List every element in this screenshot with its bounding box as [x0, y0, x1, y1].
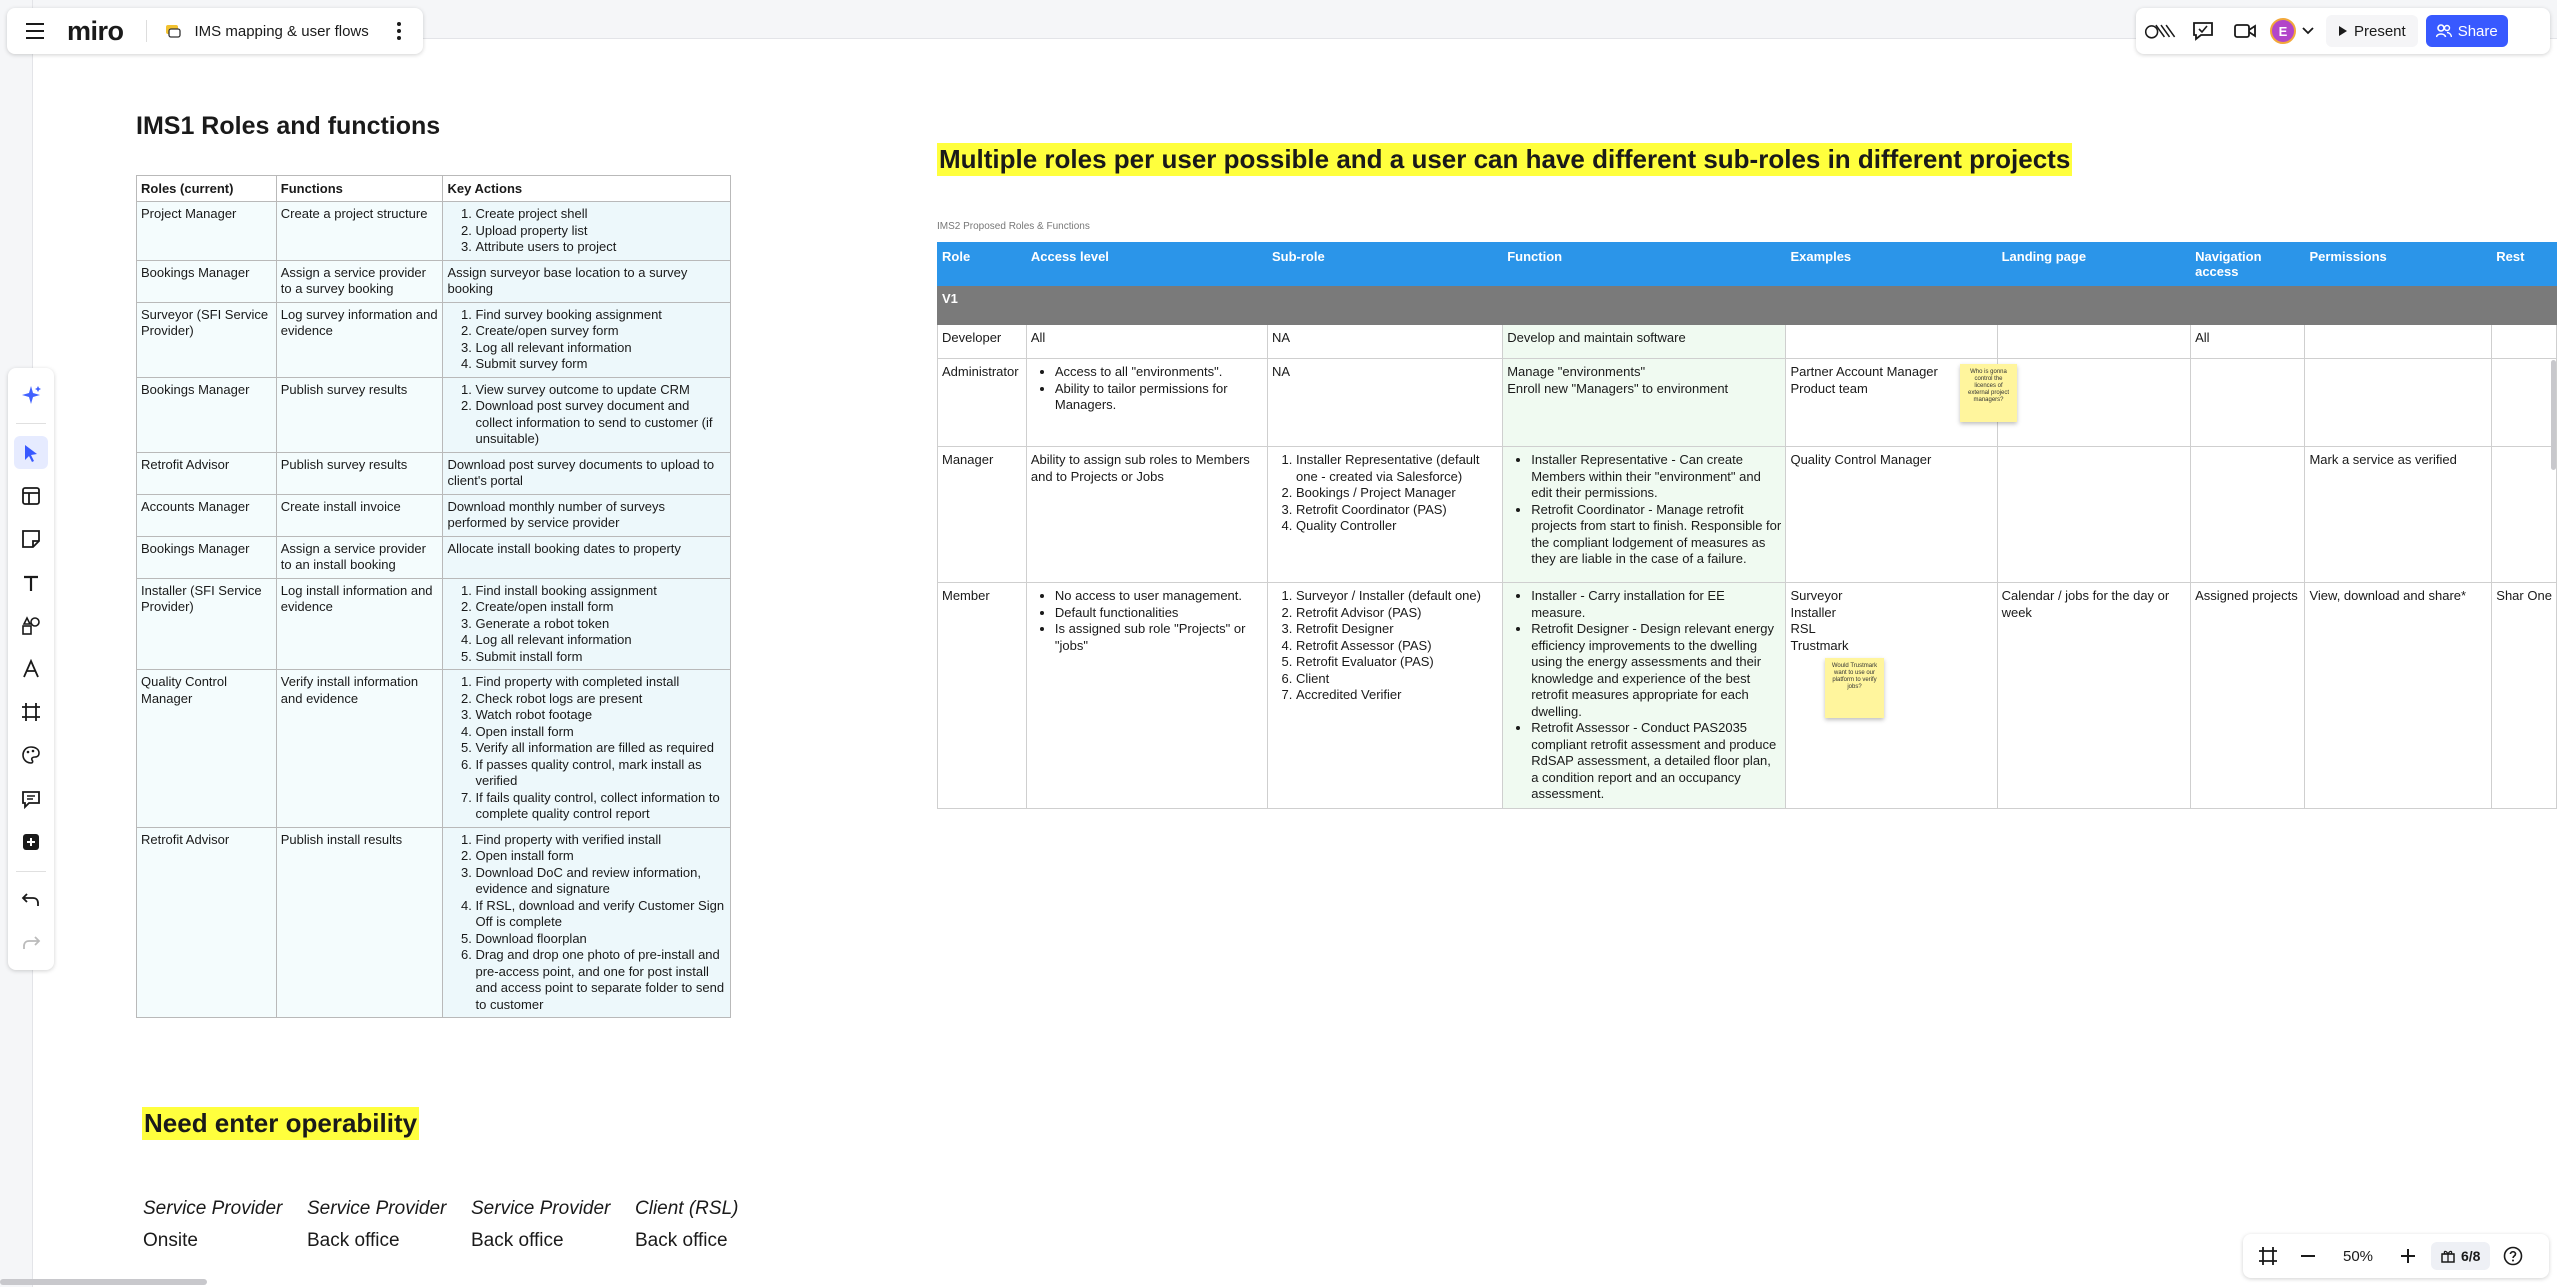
bullet-list	[1507, 452, 1781, 568]
table-row[interactable]	[137, 302, 731, 377]
cell-text: Quality Control Manager	[1790, 452, 1932, 467]
list-item: 2. Bookings / Project Manager	[1296, 485, 1498, 502]
function-cell: Publish survey results	[276, 452, 443, 494]
divider	[16, 423, 46, 424]
role-cell: Project Manager	[137, 202, 277, 261]
rest-cell	[2492, 359, 2557, 447]
ims1-table[interactable]	[136, 175, 731, 1018]
rest-cell	[2492, 325, 2557, 359]
examples-cell	[1786, 325, 1997, 359]
list-item: 7. Accredited Verifier	[1296, 687, 1498, 704]
column-header: Key Actions	[443, 176, 731, 202]
function-cell	[1503, 447, 1786, 583]
list-item: 3. Watch robot footage	[475, 707, 726, 724]
pen-icon[interactable]	[14, 652, 48, 685]
list-item: 1. View survey outcome to update CRM	[475, 382, 726, 399]
role-cell: Developer	[938, 325, 1027, 359]
numbered-list	[447, 583, 726, 666]
ims2-section-row	[938, 286, 2557, 325]
role-cell: Installer (SFI Service Provider)	[137, 578, 277, 670]
cell-text: Trustmark	[1790, 637, 1849, 653]
table-row[interactable]	[137, 536, 731, 578]
comments-icon[interactable]	[2186, 14, 2220, 48]
cell-text: Enroll new "Managers" to environment	[1507, 380, 1729, 396]
ims1-table-header	[137, 176, 731, 202]
list-item: 4. Quality Controller	[1296, 518, 1498, 535]
table-row[interactable]	[137, 452, 731, 494]
list-item: 7. If fails quality control, collect information to complete quality control report	[475, 790, 726, 823]
pages-count: 6/8	[2461, 1248, 2481, 1264]
cell-text: Allocate install booking dates to property	[447, 540, 681, 556]
actor-label: Client (RSL)	[635, 1198, 739, 1219]
present-label: Present	[2354, 22, 2406, 40]
list-item: 1. Find survey booking assignment	[475, 307, 726, 324]
board-header	[7, 8, 423, 54]
cell-text: Installer	[1790, 604, 1836, 620]
list-item: 4. Retrofit Assessor (PAS)	[1296, 638, 1498, 655]
list-item: 3. Attribute users to project	[475, 239, 726, 256]
main-menu-icon[interactable]	[21, 17, 49, 45]
table-row[interactable]	[938, 325, 2557, 359]
cell-text: Download post survey documents to upload to client's portal	[447, 456, 715, 488]
list-item: 4. Log all relevant information	[475, 632, 726, 649]
section-label: V1	[938, 286, 1027, 325]
zoom-toolbar	[2243, 1234, 2549, 1278]
list-item: • Is assigned sub role "Projects" or "jobs"	[1055, 621, 1263, 654]
ims2-table-header	[938, 243, 2557, 286]
actor-label: Service Provider	[471, 1198, 611, 1219]
fit-to-screen-icon[interactable]	[2251, 1239, 2285, 1273]
operability-column	[143, 1198, 307, 1252]
divider	[146, 20, 147, 42]
left-toolbar	[8, 368, 54, 970]
column-header: Sub-role	[1267, 243, 1502, 286]
gift-icon	[2441, 1249, 2455, 1263]
list-item: 2. Upload property list	[475, 223, 726, 240]
divider	[16, 871, 46, 872]
cell-text: NA	[1271, 364, 1291, 379]
table-row[interactable]	[137, 670, 731, 828]
column-header: Role	[938, 243, 1027, 286]
column-header: Examples	[1786, 243, 1997, 286]
permissions-cell	[2305, 325, 2492, 359]
board-options-icon[interactable]	[389, 22, 409, 40]
list-item: • No access to user management.	[1055, 588, 1263, 605]
role-cell: Retrofit Advisor	[137, 827, 277, 1018]
numbered-list	[447, 307, 726, 373]
list-item: 3. Log all relevant information	[475, 340, 726, 357]
permissions-cell: Mark a service as verified	[2305, 447, 2492, 583]
comment-icon[interactable]	[14, 782, 48, 815]
list-item: 1. Find property with completed install	[475, 674, 726, 691]
board-icon	[163, 21, 183, 41]
zoom-level[interactable]: 50%	[2342, 1247, 2374, 1265]
operability-columns	[143, 1198, 799, 1252]
list-item: • Retrofit Assessor - Conduct PAS2035 compliant retrofit assessment and produce RdSAP assessment, a detailed floor plan, a condition report and an occupancy assessment.	[1531, 720, 1781, 803]
examples-cell	[1786, 583, 1997, 809]
function-cell	[1503, 359, 1786, 447]
role-cell: Accounts Manager	[137, 494, 277, 536]
vertical-scrollbar[interactable]	[2551, 360, 2556, 470]
function-cell: Verify install information and evidence	[276, 670, 443, 828]
video-call-icon[interactable]	[2228, 14, 2262, 48]
list-item: 2. Create/open install form	[475, 599, 726, 616]
cell-text: Download monthly number of surveys performed by service provider	[447, 498, 665, 530]
column-header: Permissions	[2305, 243, 2492, 286]
function-cell	[1503, 583, 1786, 809]
key-actions-cell	[443, 260, 731, 302]
list-item: 3. Retrofit Designer	[1296, 621, 1498, 638]
horizontal-scrollbar[interactable]	[0, 1279, 207, 1285]
reactions-icon[interactable]	[2144, 14, 2178, 48]
function-cell: Assign a service provider to a survey booking	[276, 260, 443, 302]
list-item: 2. Open install form	[475, 848, 726, 865]
key-actions-cell	[443, 578, 731, 670]
numbered-list	[1272, 452, 1498, 535]
cell-text: NA	[1271, 330, 1291, 345]
landing-page-cell	[1997, 325, 2191, 359]
list-item: 2. Create/open survey form	[475, 323, 726, 340]
operability-column	[471, 1198, 635, 1252]
list-item: 6. If passes quality control, mark install as verified	[475, 757, 726, 790]
function-cell: Log install information and evidence	[276, 578, 443, 670]
ai-sparkle-icon[interactable]	[14, 378, 48, 411]
zoom-in-icon[interactable]	[2391, 1239, 2425, 1273]
numbered-list	[447, 674, 726, 823]
column-header: Functions	[276, 176, 443, 202]
role-cell: Member	[938, 583, 1027, 809]
numbered-list	[447, 206, 726, 256]
bullet-list	[1031, 588, 1263, 654]
ims2-highlight-title[interactable]: Multiple roles per user possible and a user can have different sub-roles in different projects	[939, 144, 2071, 174]
list-item: • Retrofit Coordinator - Manage retrofit projects from start to finish. Responsible for the compliant lodgement of measures as they are liable in the case of a failure.	[1531, 502, 1781, 568]
present-button[interactable]	[2326, 15, 2418, 47]
list-item: 5. Verify all information are filled as required	[475, 740, 726, 757]
role-cell: Bookings Manager	[137, 536, 277, 578]
cell-text: Partner Account Manager	[1790, 364, 1938, 379]
sticky-note[interactable]: Would Trustmark want to use our platform to verify jobs?	[1825, 658, 1884, 718]
permissions-cell	[2305, 359, 2492, 447]
sub-role-cell	[1267, 359, 1502, 447]
numbered-list	[1272, 588, 1498, 704]
list-item: 5. Retrofit Evaluator (PAS)	[1296, 654, 1498, 671]
column-header: Rest	[2492, 243, 2557, 286]
list-item: 4. Open install form	[475, 724, 726, 741]
landing-page-cell	[1997, 359, 2191, 447]
column-header: Roles (current)	[137, 176, 277, 202]
frame-icon[interactable]	[14, 696, 48, 729]
table-row[interactable]	[137, 827, 731, 1018]
examples-cell	[1786, 447, 1997, 583]
key-actions-cell	[443, 536, 731, 578]
context-label: Back office	[307, 1230, 400, 1251]
list-item: 4. Submit survey form	[475, 356, 726, 373]
column-header: Access level	[1026, 243, 1267, 286]
zoom-out-icon[interactable]	[2291, 1239, 2325, 1273]
navigation-access-cell: All	[2191, 325, 2305, 359]
ims2-caption: IMS2 Proposed Roles & Functions	[937, 221, 1090, 232]
role-cell: Administrator	[938, 359, 1027, 447]
ims2-table[interactable]	[937, 242, 2557, 809]
undo-icon[interactable]	[14, 884, 48, 917]
actor-label: Service Provider	[307, 1198, 447, 1219]
list-item: • Installer Representative - Can create Members within their "environment" and edit their permissions.	[1531, 452, 1781, 502]
column-header: Landing page	[1997, 243, 2191, 286]
list-item: 2. Check robot logs are present	[475, 691, 726, 708]
table-row[interactable]	[137, 494, 731, 536]
cell-text: Develop and maintain software	[1507, 330, 1686, 345]
share-button[interactable]	[2426, 15, 2508, 47]
function-cell	[1503, 325, 1786, 359]
table-row[interactable]	[938, 583, 2557, 809]
rest-cell: Shar One	[2492, 583, 2557, 809]
access-level-cell	[1026, 447, 1267, 583]
cell-text: Surveyor	[1790, 588, 1843, 603]
select-cursor-icon[interactable]	[14, 436, 48, 469]
role-cell: Bookings Manager	[137, 260, 277, 302]
table-row[interactable]	[938, 359, 2557, 447]
share-label: Share	[2457, 22, 2498, 40]
list-item: • Installer - Carry installation for EE measure.	[1531, 588, 1781, 621]
list-item: 1. Installer Representative (default one - created via Salesforce)	[1296, 452, 1498, 485]
list-item: 4. If RSL, download and verify Customer Sign Off is complete	[475, 898, 726, 931]
list-item: 2. Retrofit Advisor (PAS)	[1296, 605, 1498, 622]
sticky-note-icon[interactable]	[14, 523, 48, 556]
pages-button[interactable]	[2431, 1242, 2490, 1270]
list-item: 6. Drag and drop one photo of pre-install and pre-access point, and one for post install and access point to separate folder to send to customer	[475, 947, 726, 1013]
context-label: Onsite	[143, 1230, 198, 1251]
table-row[interactable]	[938, 447, 2557, 583]
bullet-list	[1507, 588, 1781, 803]
miro-logo[interactable]: miro	[67, 15, 124, 46]
chevron-down-icon[interactable]	[2302, 22, 2314, 40]
key-actions-cell	[443, 202, 731, 261]
rest-cell	[2492, 447, 2557, 583]
sticky-note[interactable]: Who is gonna control the licences of external project managers?	[1960, 364, 2017, 422]
landing-page-cell	[1997, 447, 2191, 583]
cell-text: RSL	[1790, 621, 1816, 636]
key-actions-cell	[443, 302, 731, 377]
role-cell: Surveyor (SFI Service Provider)	[137, 302, 277, 377]
role-cell: Retrofit Advisor	[137, 452, 277, 494]
key-actions-cell	[443, 494, 731, 536]
list-item: 3. Retrofit Coordinator (PAS)	[1296, 502, 1498, 519]
numbered-list	[447, 382, 726, 448]
actor-label: Service Provider	[143, 1198, 283, 1219]
context-label: Back office	[635, 1230, 728, 1251]
cell-text: Assign surveyor base location to a survey booking	[447, 264, 688, 296]
key-actions-cell	[443, 377, 731, 452]
key-actions-cell	[443, 670, 731, 828]
operability-column	[307, 1198, 471, 1252]
shapes-icon[interactable]	[14, 609, 48, 642]
list-item: 1. Find install booking assignment	[475, 583, 726, 600]
landing-page-cell: Calendar / jobs for the day or week	[1997, 583, 2191, 809]
cell-text: Manage "environments"	[1507, 364, 1646, 379]
list-item: 1. Create project shell	[475, 206, 726, 223]
key-actions-cell	[443, 452, 731, 494]
list-item: 3. Generate a robot token	[475, 616, 726, 633]
cell-text: Ability to assign sub roles to Members and to Projects or Jobs	[1030, 452, 1250, 484]
list-item: 3. Download DoC and review information, evidence and signature	[475, 865, 726, 898]
function-cell: Create install invoice	[276, 494, 443, 536]
numbered-list	[447, 832, 726, 1014]
list-item: • Default functionalities	[1055, 605, 1263, 622]
play-icon	[2338, 25, 2348, 37]
navigation-access-cell	[2191, 359, 2305, 447]
column-header: Function	[1503, 243, 1786, 286]
permissions-cell: View, download and share*	[2305, 583, 2492, 809]
list-item: 1. Surveyor / Installer (default one)	[1296, 588, 1498, 605]
table-row[interactable]	[137, 377, 731, 452]
sub-role-cell	[1267, 447, 1502, 583]
list-item: • Access to all "environments".	[1055, 364, 1263, 381]
table-row[interactable]	[137, 260, 731, 302]
text-icon[interactable]	[14, 566, 48, 599]
role-cell: Manager	[938, 447, 1027, 583]
list-item: 5. Download floorplan	[475, 931, 726, 948]
key-actions-cell	[443, 827, 731, 1018]
bullet-list	[1031, 364, 1263, 414]
operability-title[interactable]: Need enter operability	[144, 1108, 418, 1138]
ims1-title: IMS1 Roles and functions	[136, 112, 441, 140]
sub-role-cell	[1267, 325, 1502, 359]
list-item: 1. Find property with verified install	[475, 832, 726, 849]
redo-icon[interactable]	[14, 927, 48, 960]
function-cell: Assign a service provider to an install booking	[276, 536, 443, 578]
column-header: Navigation access	[2191, 243, 2305, 286]
function-cell: Log survey information and evidence	[276, 302, 443, 377]
list-item: • Retrofit Designer - Design relevant energy efficiency improvements to the dwelling using the energy assessments and their knowledge and experience of the best retrofit measures appropriate for each dwelling.	[1531, 621, 1781, 720]
help-icon[interactable]	[2496, 1239, 2530, 1273]
templates-icon[interactable]	[14, 479, 48, 512]
cell-text: All	[1030, 330, 1046, 345]
sub-role-cell	[1267, 583, 1502, 809]
function-cell: Publish survey results	[276, 377, 443, 452]
user-avatar[interactable]: E	[2270, 18, 2296, 44]
navigation-access-cell: Assigned projects	[2191, 583, 2305, 809]
table-row[interactable]	[137, 578, 731, 670]
list-item: • Ability to tailor permissions for Managers.	[1055, 381, 1263, 414]
users-icon	[2436, 24, 2452, 38]
operability-column	[635, 1198, 799, 1252]
list-item: 6. Client	[1296, 671, 1498, 688]
access-level-cell	[1026, 583, 1267, 809]
context-label: Back office	[471, 1230, 564, 1251]
access-level-cell	[1026, 325, 1267, 359]
board-name[interactable]: IMS mapping & user flows	[194, 22, 369, 40]
access-level-cell	[1026, 359, 1267, 447]
navigation-access-cell	[2191, 447, 2305, 583]
role-cell: Quality Control Manager	[137, 670, 277, 828]
role-cell: Bookings Manager	[137, 377, 277, 452]
collaboration-toolbar	[2136, 8, 2550, 54]
function-cell: Publish install results	[276, 827, 443, 1018]
function-cell: Create a project structure	[276, 202, 443, 261]
table-row[interactable]	[137, 202, 731, 261]
list-item: 2. Download post survey document and collect information to send to customer (if unsuitable)	[475, 398, 726, 448]
cell-text: Product team	[1790, 380, 1868, 396]
palette-icon[interactable]	[14, 739, 48, 772]
add-more-icon[interactable]	[14, 825, 48, 858]
list-item: 5. Submit install form	[475, 649, 726, 666]
